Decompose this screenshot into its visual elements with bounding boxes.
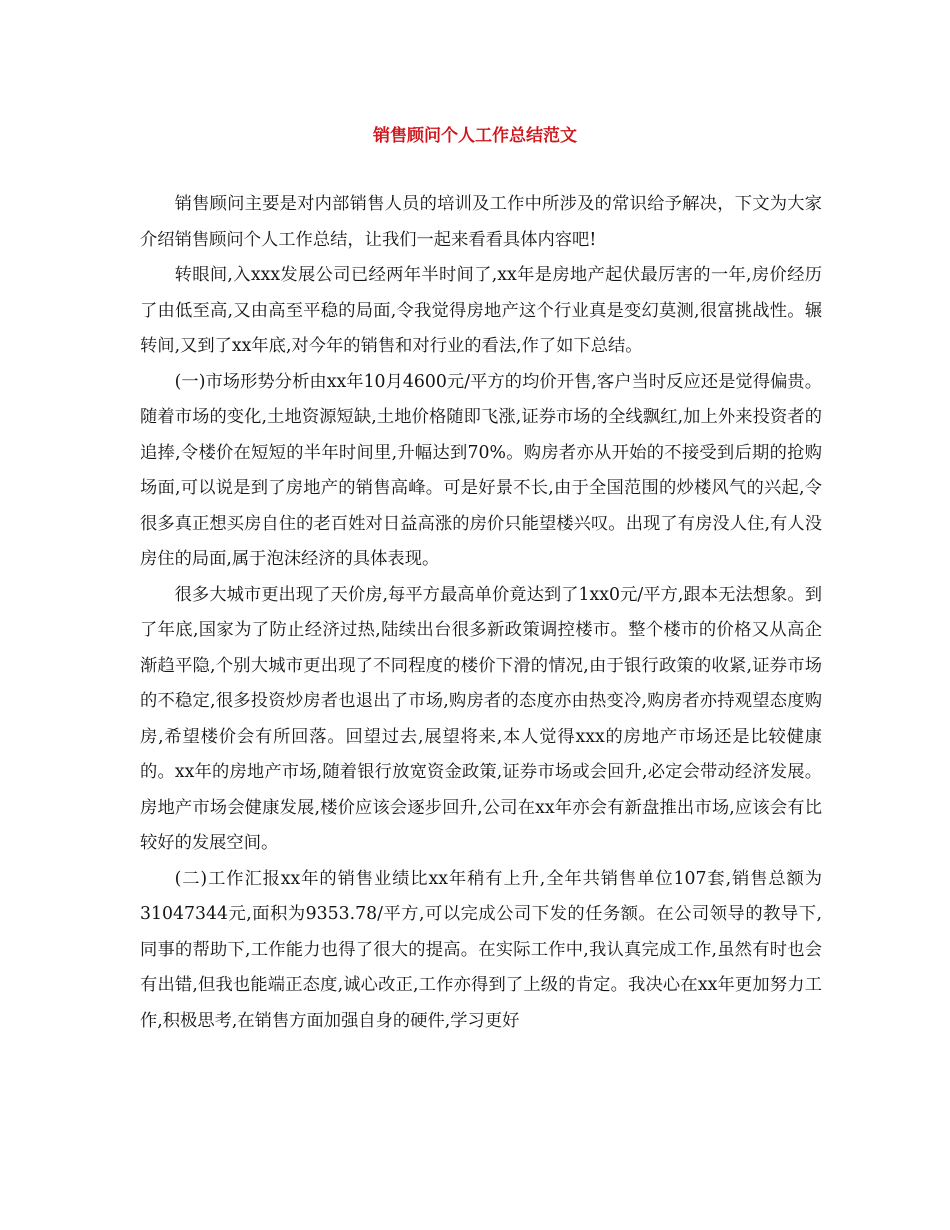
paragraph-market-analysis: (一)市场形势分析由xx年10月4600元/平方的均价开售,客户当时反应还是觉得偏贵。随着市场的变化,土地资源短缺,土地价格随即飞涨,证券市场的全线飘红,加上外来投资者的追捧,令楼价在短短的半年时间里,升幅达到70%。购房者亦从开始的不接受到后期的抢购场面,可以说是到了房地产的销售高峰。可是好景不长,由于全国范围的炒楼风气的兴起,令很多真正想买房自住的老百姓对日益高涨的房价只能望楼兴叹。出现了有房没人住,有人没房住的局面,属于泡沫经济的具体表现。 bbox=[140, 371, 822, 569]
document-title: 销售顾问个人工作总结范文 bbox=[373, 126, 577, 146]
paragraph-overview: 转眼间,入xxx发展公司已经两年半时间了,xx年是房地产起伏最厉害的一年,房价经历了由低至高,又由高至平稳的局面,令我觉得房地产这个行业真是变幻莫测,很富挑战性。辗转间,又到了xx年底,对今年的销售和对行业的看法,作了如下总结。 bbox=[140, 265, 822, 356]
paragraph-intro: 销售顾问主要是对内部销售人员的培训及工作中所涉及的常识给予解决，下文为大家介绍销售顾问个人工作总结，让我们一起来看看具体内容吧! bbox=[140, 194, 822, 250]
document-body bbox=[140, 187, 822, 1039]
paragraph-market-outlook: 很多大城市更出现了天价房,每平方最高单价竟达到了1xx0元/平方,跟本无法想象。到了年底,国家为了防止经济过热,陆续出台很多新政策调控楼市。整个楼市的价格又从高企渐趋平隐,个别大城市更出现了不同程度的楼价下滑的情况,由于银行政策的收紧,证券市场的不稳定,很多投资炒房者也退出了市场,购房者的态度亦由热变冷,购房者亦持观望态度购房,希望楼价会有所回落。回望过去,展望将来,本人觉得xxx的房地产市场还是比较健康的。xx年的房地产市场,随着银行放宽资金政策,证券市场或会回升,必定会带动经济发展。房地产市场会健康发展,楼价应该会逐步回升,公司在xx年亦会有新盘推出市场,应该会有比较好的发展空间。 bbox=[140, 584, 822, 853]
paragraph-work-report: (二)工作汇报xx年的销售业绩比xx年稍有上升,全年共销售单位107套,销售总额为31047344元,面积为9353.78/平方,可以完成公司下发的任务额。在公司领导的教导下,同事的帮助下,工作能力也得了很大的提高。在实际工作中,我认真完成工作,虽然有时也会有出错,但我也能端正态度,诚心改正,工作亦得到了上级的肯定。我决心在xx年更加努力工作,积极思考,在销售方面加强自身的硬件,学习更好 bbox=[140, 868, 822, 1031]
